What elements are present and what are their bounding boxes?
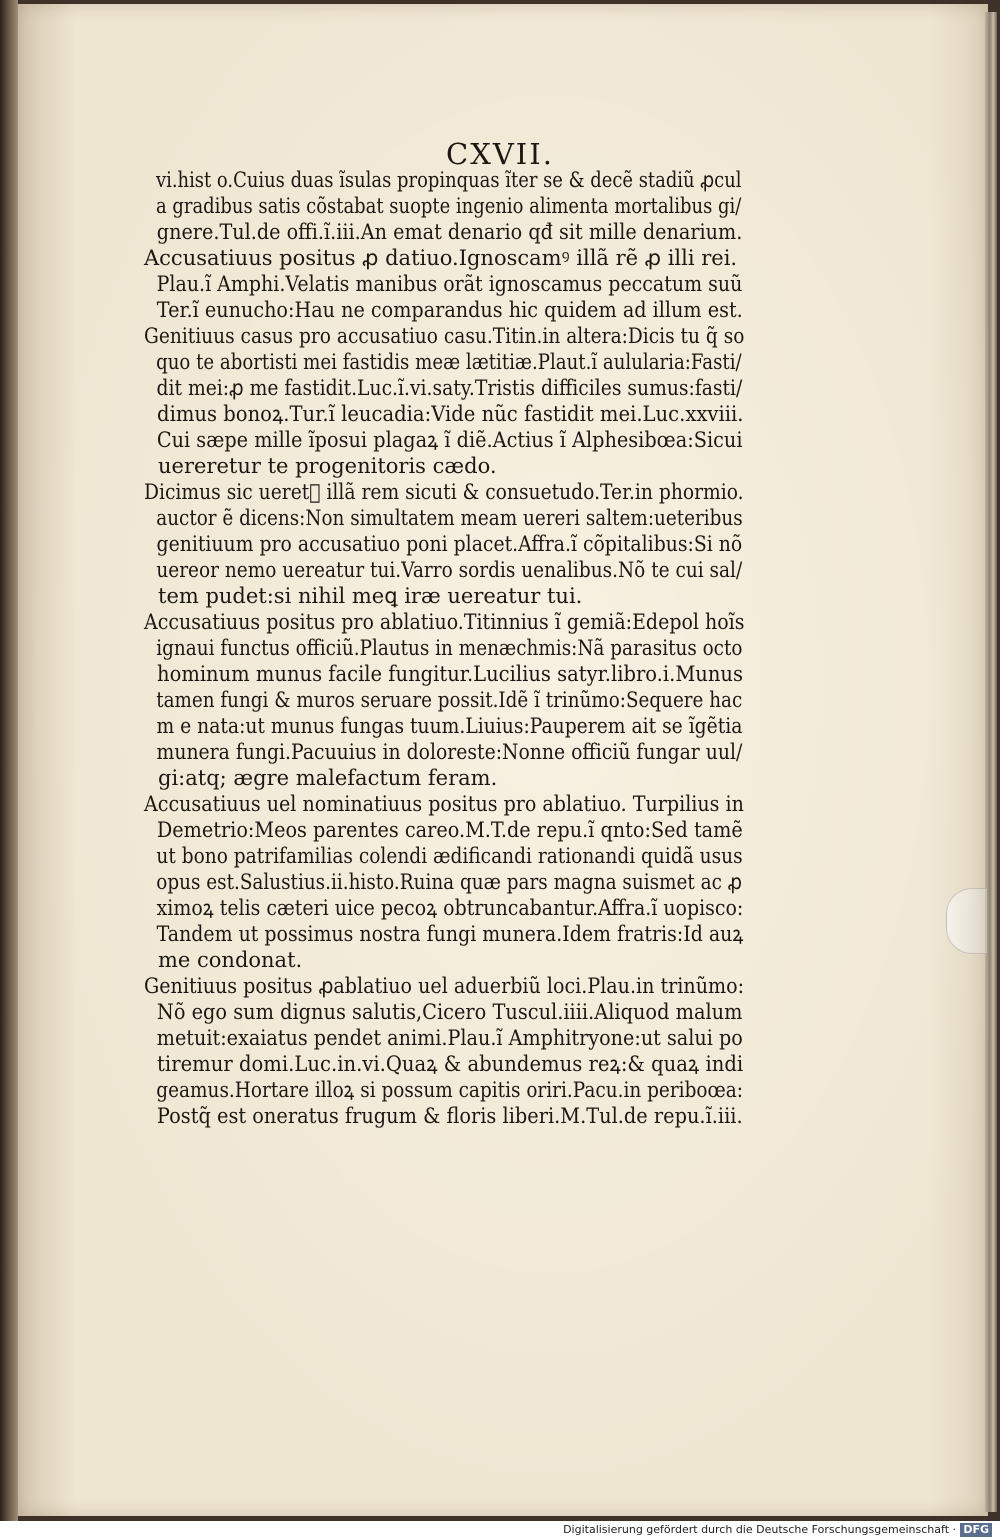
text-line: Genitiuus casus pro accusatiuo casu.Titin.in altera:Dicis tu q̃ so: [144, 324, 745, 348]
text-line: genitiuum pro accusatiuo poni placet.Affra.ĩ cõpitalibus:Si nõ: [156, 532, 743, 556]
folio-number: CXVII.: [446, 137, 554, 171]
text-line: Genitiuus positus ꝓablatiuo uel aduerbiũ loci.Plau.in trinũmo:: [144, 974, 745, 998]
text-line: opus est.Salustius.ii.histo.Ruina quæ pars magna suismet ac ꝓ: [156, 870, 742, 894]
text-line: vi.hist o.Cuius duas ĩsulas propinquas ĩter se & decẽ stadiũ ꝓcul: [155, 168, 742, 192]
text-line: tamen fungi & muros seruare possit.Idẽ ĩ trinũmo:Sequere hac: [156, 688, 743, 712]
text-line: Tandem ut possimus nostra fungi munera.Idem fratris:Id auꝝ: [156, 922, 744, 946]
text-line: Accusatiuus positus ꝓ datiuo.Ignoscamꝰ illã rẽ ꝓ illi rei.: [144, 246, 738, 270]
text-line: tem pudet:si nihil meꝗ iræ uereatur tui.: [158, 584, 583, 608]
digitization-credit: Digitalisierung gefördert durch die Deutsche Forschungsgemeinschaft ·: [563, 1523, 956, 1536]
text-block: [144, 167, 744, 1129]
page-clip: [946, 888, 987, 954]
text-line: metuit:exaiatus pendet animi.Plau.ĩ Amphitryone:ut salui po: [156, 1026, 743, 1050]
text-line: Cui sæpe mille ĩposui plagaꝝ ĩ diẽ.Actius ĩ Alphesibœa:Sicui: [156, 428, 743, 452]
text-line: Accusatiuus uel nominatiuus positus pro ablatiuo. Turpilius in: [144, 792, 744, 816]
text-line: Accusatiuus positus pro ablatiuo.Titinnius ĩ gemiã:Edepol hoĩs: [144, 610, 745, 634]
text-line: dimus bonoꝝ.Tur.ĩ leucadia:Vide nũc fastidit mei.Luc.xxviii.: [157, 402, 744, 426]
dfg-logo: DFG: [960, 1523, 992, 1537]
text-line: a gradibus satis cõstabat suopte ingenio alimenta mortalibus gi/: [155, 194, 742, 218]
text-line: m e nata:ut munus fungas tuum.Liuius:Pauperem ait se ĩgẽtia: [156, 714, 743, 738]
text-line: me condonat.: [158, 948, 303, 972]
text-line: uereor nemo uereatur tui.Varro sordis uenalibus.Nõ te cui sal/: [156, 558, 743, 582]
text-line: uereretur te progenitoris cædo.: [158, 454, 497, 478]
text-line: quo te abortisti mei fastidis meæ lætitiæ.Plaut.ĩ aulularia:Fasti/: [156, 350, 742, 374]
text-line: Plau.ĩ Amphi.Velatis manibus orãt ignoscamus peccatum suũ: [156, 272, 743, 296]
text-line: ignaui functus officiũ.Plautus in menæchmis:Nã parasitus octo: [156, 636, 743, 660]
text-line: Ter.ĩ eunucho:Hau ne comparandus hic quidem ad illum est.: [156, 298, 743, 322]
text-line: gnere.Tul.de offi.ĩ.iii.An emat denario qđ sit mille denarium.: [156, 220, 743, 244]
text-line: gi:atq; ægre malefactum feram.: [158, 766, 498, 790]
text-line: hominum munus facile fungitur.Lucilius satyr.libro.i.Munus: [157, 662, 744, 686]
text-line: Demetrio:Meos parentes careo.M.T.de repu.ĩ qnto:Sed tamẽ: [156, 818, 743, 842]
text-line: Nõ ego sum dignus salutis,Cicero Tuscul.iiii.Aliquod malum: [156, 1000, 743, 1024]
text-line: ximoꝝ telis cæteri uice pecoꝝ obtruncabantur.Affra.ĩ uopisco:: [156, 896, 744, 920]
text-line: munera fungi.Pacuuius in doloreste:Nonne officiũ fungar uul/: [156, 740, 743, 764]
text-line: auctor ẽ dicens:Non simultatem meam uereri saltem:ueteribus: [156, 506, 743, 530]
page-stack-edge: [985, 12, 997, 1512]
text-line: Dicimus sic ueret᷑ illã rem sicuti & consuetudo.Ter.in phormio.: [144, 480, 744, 504]
binding-edge: [0, 0, 18, 1540]
text-line: tiremur domi.Luc.in.vi.Quaꝝ & abundemus reꝝ:& quaꝝ indi: [157, 1052, 744, 1076]
text-line: dit mei:ꝓ me fastidit.Luc.ĩ.vi.saty.Tristis difficiles sumus:fasti/: [156, 376, 743, 400]
text-line: Postq̃ est oneratus frugum & floris liberi.M.Tul.de repu.ĩ.iii.: [156, 1104, 743, 1128]
text-line: ut bono patrifamilias colendi ædificandi rationandi quidã usus: [156, 844, 743, 868]
text-line: geamus.Hortare illoꝝ si possum capitis oriri.Pacu.in periboœa:: [156, 1078, 743, 1102]
